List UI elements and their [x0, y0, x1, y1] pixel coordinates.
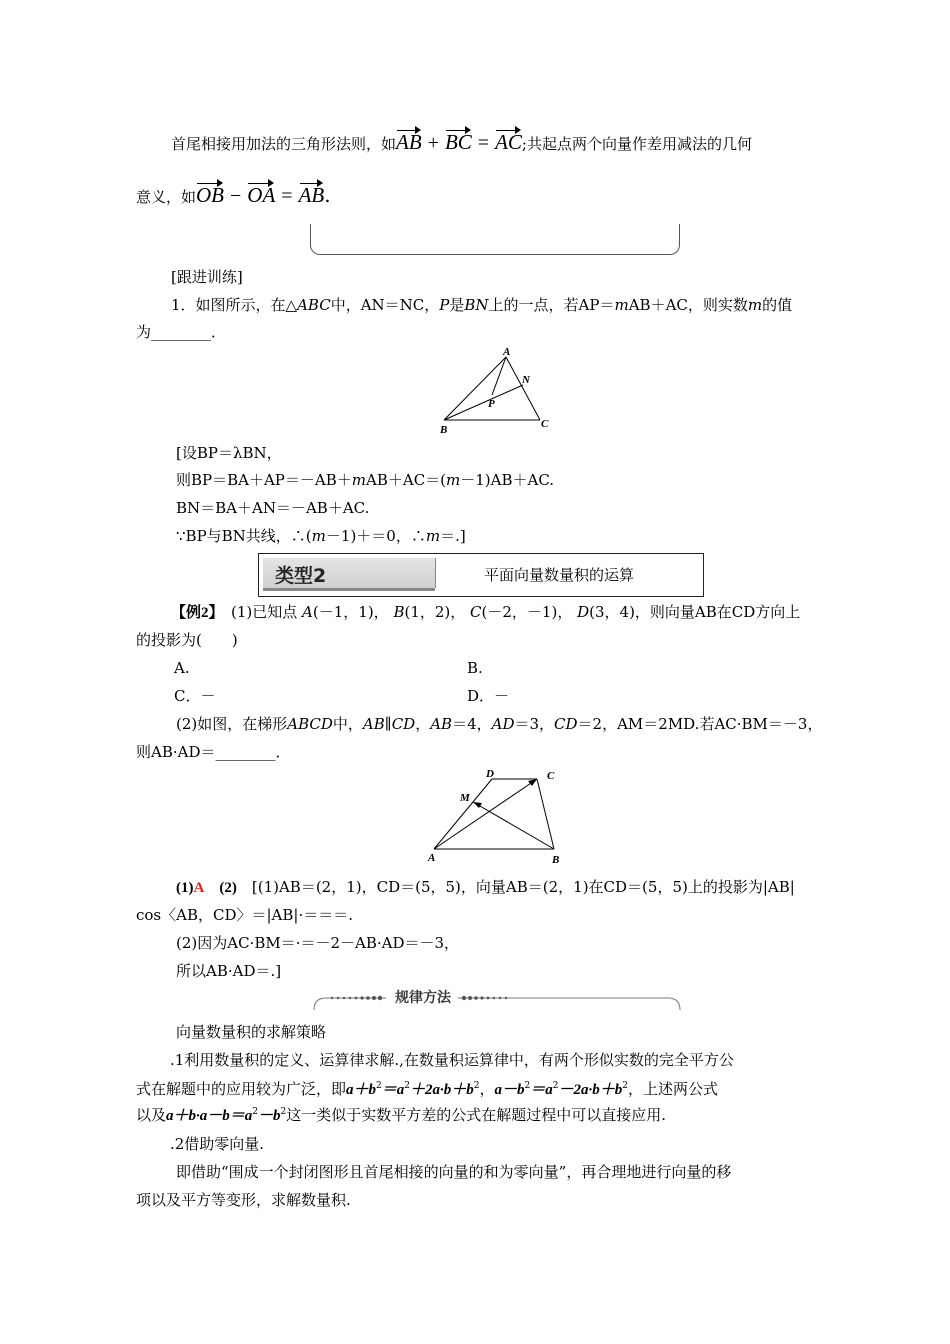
q1-t3: P — [439, 296, 450, 314]
p2-ab: AB — [430, 715, 453, 733]
method-heading: 向量数量积的求解策略 — [176, 1023, 327, 1041]
p2-b: 中， — [332, 715, 363, 733]
plus-sign: + — [427, 132, 439, 154]
type-tab — [263, 558, 435, 591]
q1-t0: 1．如图所示，在△ — [171, 296, 298, 314]
vector-ob: OB — [196, 183, 225, 207]
label-b: B — [552, 854, 560, 866]
ex-pt-c-val: (－2，－1)， — [481, 603, 573, 621]
example-line-1 — [171, 602, 800, 623]
sol4-a: ∵BP与BN共线，∴( — [176, 527, 312, 545]
sol2-m2: m — [446, 471, 461, 489]
method-item-2-line-2: 项以及平方等变形，求解数量积. — [136, 1191, 351, 1209]
example-part-2-line-1 — [176, 714, 822, 734]
ex-pt-a: A — [297, 603, 313, 621]
side-ad — [434, 779, 492, 849]
solution-line-4 — [176, 526, 466, 546]
side-ab — [444, 357, 506, 420]
method-item-2-line-1: 即借助“围成一个封闭图形且首尾相接的向量的和为零向量”，再合理地进行向量的移 — [176, 1163, 732, 1181]
vector-ac: AC — [495, 130, 522, 154]
m1-l2-f2: a－b — [494, 1082, 525, 1098]
side-ac — [506, 357, 540, 420]
q1-t10: 的值 — [762, 296, 793, 314]
method-item-1-line-1: .1利用数量积的定义、运算律求解.,在数量积运算律中，有两个形似实数的完全平方公 — [170, 1051, 734, 1069]
sol4-m2: m — [425, 527, 441, 545]
ex-pt-a-val: (－1，1)， — [312, 603, 389, 621]
q1-t6: 上的一点，若AP＝ — [488, 296, 615, 314]
diagonal-ac — [434, 779, 537, 849]
sol4-m: m — [311, 527, 326, 545]
trapezoid-figure — [425, 767, 565, 867]
vector-ab: AB — [396, 130, 422, 154]
q1-t2: 中，AN＝NC， — [330, 296, 440, 314]
p2-par: AB∥CD — [362, 715, 416, 733]
p2-cd: CD — [554, 715, 578, 733]
side-cb — [537, 779, 554, 849]
p2-e: ＝3， — [514, 715, 555, 733]
q1-t9: m — [747, 296, 763, 314]
p2-ad: AD — [491, 715, 515, 733]
m1-l2-f2c: －2a·b＋b — [558, 1082, 623, 1098]
sol4-b: －1)＋＝0，∴ — [325, 527, 426, 545]
answer-2-number: (2) — [219, 880, 237, 896]
sol2-m: m — [351, 471, 366, 489]
option-a: A. — [174, 659, 190, 677]
m1-l2-f1: a＋b — [346, 1082, 377, 1098]
example-part-2-line-2: 则AB·AD＝________． — [136, 743, 291, 761]
intro-line-1 — [171, 128, 752, 154]
method-bar — [312, 992, 682, 1012]
q1-t4: 是 — [449, 296, 465, 314]
m1-l2-f1c: ＋2a·b＋b — [410, 1082, 474, 1098]
vector-ab-2: AB — [298, 183, 325, 207]
sol2-a: 则BP＝BA＋AP＝－AB＋ — [176, 471, 352, 489]
m1-l2-sep: ， — [479, 1080, 495, 1098]
ex-pt-d: D — [572, 603, 590, 621]
p2-f: ＝2，AM＝2MD.若AC·BM＝－3， — [577, 715, 823, 733]
sol2-b: AB＋AC＝( — [366, 471, 447, 489]
triangle-figure — [430, 345, 560, 437]
intro-tail-1: ;共起点两个向量作差用减法的几何 — [521, 135, 752, 153]
option-c: C．－ — [174, 687, 216, 705]
label-c: C — [547, 770, 555, 782]
equals-sign-2: = — [281, 185, 293, 207]
vector-oa: OA — [247, 183, 276, 207]
q1-t7: m — [614, 296, 629, 314]
m1-l3-f2: －b — [258, 1108, 281, 1124]
intro-line-2 — [136, 181, 331, 207]
example-line-2: 的投影为( ) — [136, 631, 238, 649]
answer-1-letter: A — [193, 880, 205, 896]
answer-1-rest: [(1)AB＝(2，1)，CD＝(5，5)，向量AB＝(2，1)在CD＝(5，5)上的投影为|AB| — [236, 878, 795, 896]
segment-bm — [473, 802, 554, 849]
q1-t1: ABC — [297, 296, 331, 314]
question-1-line-1 — [171, 295, 792, 315]
solution-line-2 — [176, 470, 554, 490]
ex-pt-b-val: (1，2)， — [404, 603, 466, 621]
answer-line-1 — [176, 877, 795, 898]
minus-sign: − — [230, 185, 242, 207]
sol4-c: ＝.] — [440, 527, 466, 545]
label-b: B — [440, 424, 448, 436]
question-1-line-2: 为________． — [136, 323, 227, 341]
m1-l2-f1b: ＝a — [381, 1082, 405, 1098]
answer-1-number: (1) — [176, 880, 194, 896]
arrow-bm — [473, 802, 482, 808]
q1-t8: AB＋AC，则实数 — [628, 296, 748, 314]
example-tag: 【例2】 — [171, 605, 217, 621]
type-label: 类型2 — [275, 565, 327, 587]
label-a: A — [503, 346, 511, 358]
intro-text-2: 意义，如 — [136, 188, 197, 206]
period: . — [324, 183, 331, 207]
p2-abcd: ABCD — [287, 715, 333, 733]
m1-l2-a: 式在解题中的应用较为广泛，即 — [136, 1080, 347, 1098]
m1-l2-tail: ，上述两公式 — [628, 1080, 719, 1098]
intro-text-1: 首尾相接用加法的三角形法则，如 — [171, 135, 397, 153]
segment-ap — [492, 357, 506, 395]
q1-t5: BN — [464, 296, 489, 314]
ex-p1-a: (1)已知点 — [231, 603, 298, 621]
bar-left-curve — [314, 998, 386, 1010]
ex-pt-c: C — [465, 603, 482, 621]
tab-divider — [435, 558, 436, 588]
ex-pt-b: B — [388, 603, 405, 621]
bar-right-curve — [458, 998, 680, 1010]
method-bar-title: 规律方法 — [395, 990, 451, 1006]
arrow-ac — [528, 779, 537, 786]
m1-l3-a: 以及 — [136, 1106, 167, 1124]
solution-line-3: BN＝BA＋AN＝－AB＋AC. — [176, 499, 370, 517]
answer-line-4: 所以AB·AD＝.] — [176, 962, 282, 980]
ex-pt-d-val: (3，4)，则向量AB在CD方向上 — [589, 603, 801, 621]
segment-bn — [444, 385, 523, 420]
answer-line-3: (2)因为AC·BM＝·＝－2－AB·AD＝－3， — [176, 934, 460, 952]
m1-l3-tail: 这一类似于实数平方差的公式在解题过程中可以直接应用. — [286, 1106, 667, 1124]
type-title: 平面向量数量积的运算 — [484, 566, 635, 584]
option-d: D．－ — [467, 687, 510, 705]
label-n: N — [522, 374, 530, 386]
section-bracket — [310, 224, 680, 255]
equals-sign: = — [477, 132, 490, 154]
label-m: M — [460, 792, 470, 804]
option-b: B. — [467, 659, 483, 677]
method-item-1-line-2: 式在解题中的应用较为广泛，即$a+b^2=a^2+2a\cdot b+b^2$，$a-b^2=a^2-2a\cdot b+b^2$，上述两公式 — [136, 1080, 719, 1098]
label-c: C — [541, 418, 549, 430]
label-d: D — [486, 768, 494, 780]
m1-l3-f: a＋b·a－b＝a — [166, 1108, 253, 1124]
p2-a: (2)如图，在梯形 — [176, 715, 288, 733]
type-2-header — [258, 553, 704, 597]
method-item-2: .2借助零向量. — [170, 1135, 265, 1153]
p2-c: ， — [415, 715, 431, 733]
label-p: P — [488, 398, 495, 410]
m1-l2-f2b: ＝a — [530, 1082, 553, 1098]
vector-bc: BC — [444, 130, 472, 154]
solution-line-1: [设BP＝λBN， — [176, 444, 282, 462]
exercise-header: [跟进训练] — [171, 268, 243, 286]
label-a: A — [428, 852, 436, 864]
method-item-1-line-3: 以及$a+b\cdot a-b=a^2-b^2$这一类似于实数平方差的公式在解题过程中可以直接应用. — [136, 1106, 667, 1124]
sol2-c: －1)AB＋AC. — [460, 471, 555, 489]
p2-d: ＝4， — [452, 715, 492, 733]
answer-line-2: cos〈AB，CD〉＝|AB|·＝＝＝. — [136, 906, 353, 924]
